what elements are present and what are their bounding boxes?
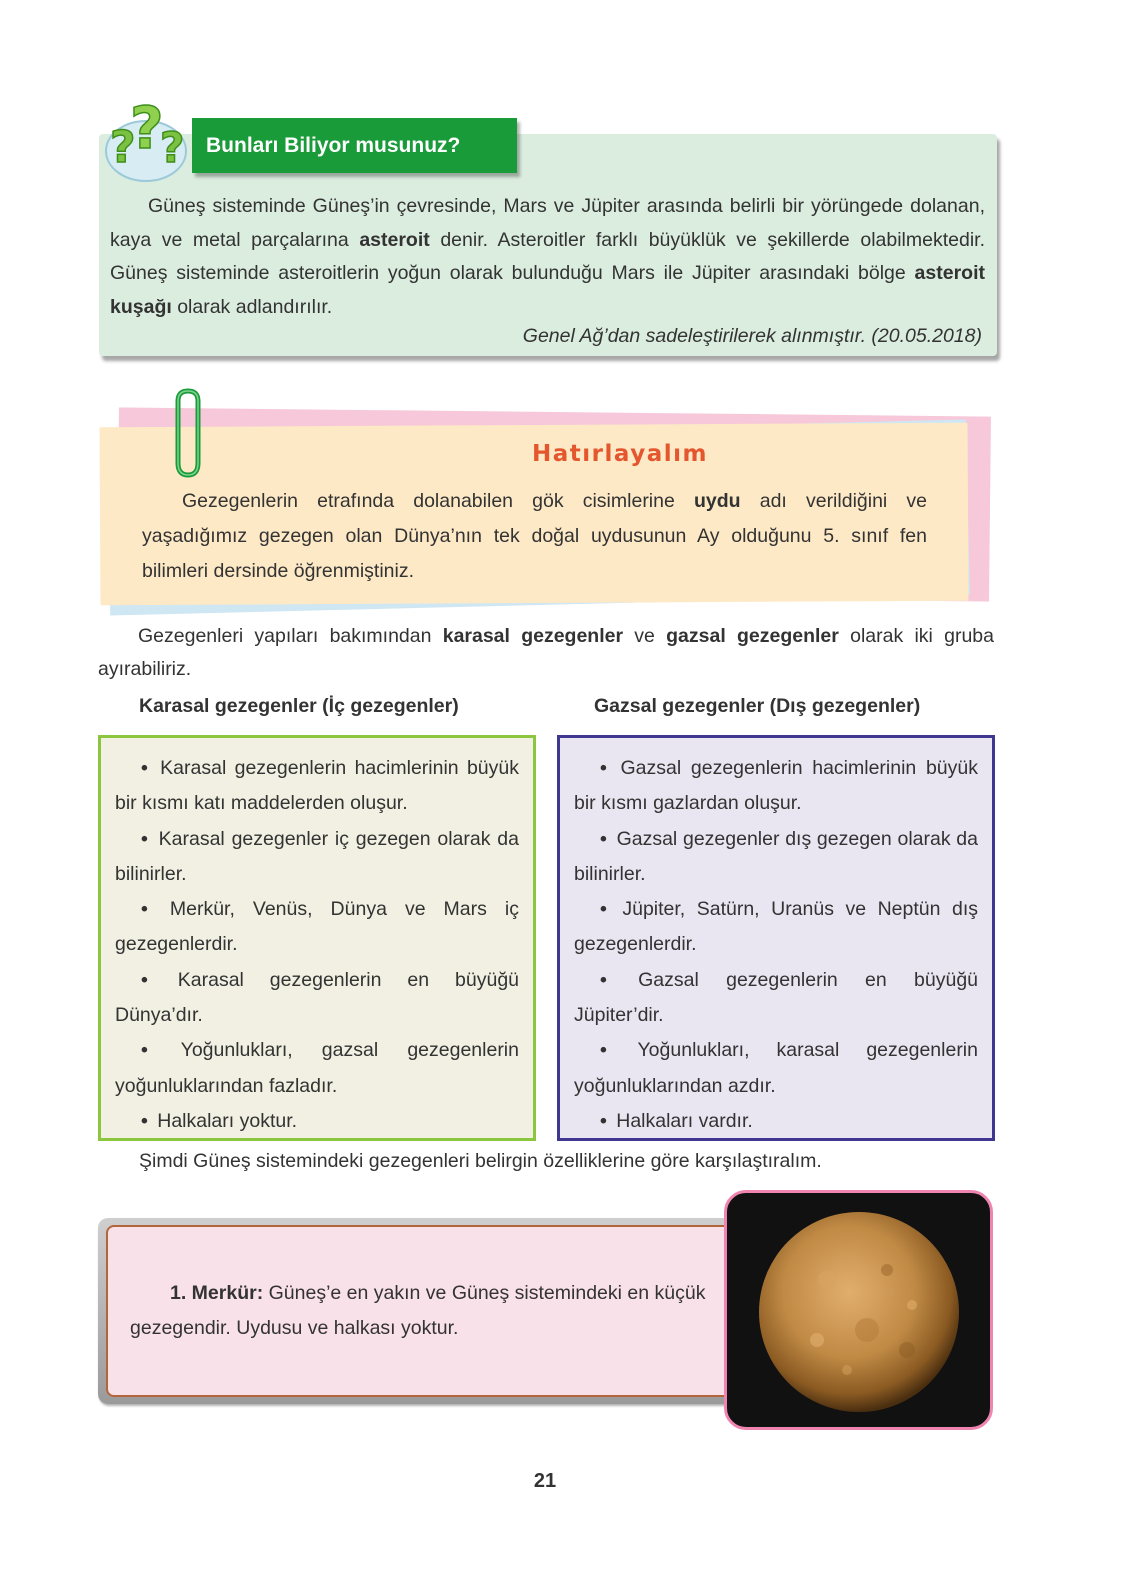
list-item: • Karasal gezegenlerin hacimlerinin büyük bir kısmı katı maddelerden oluşur. bbox=[115, 757, 519, 815]
list-item: • Gazsal gezegenlerin hacimlerinin büyük bir kısmı gazlardan oluşur. bbox=[574, 757, 978, 815]
term-terrestrial-planets: karasal gezegenler bbox=[442, 625, 624, 647]
svg-text:?: ? bbox=[130, 96, 164, 162]
did-you-know-text: Güneş sisteminde Güneş’in çevresinde, Mars ve Jüpiter arasında belirli bir yörüngede dolanan, kaya ve metal parçalarına asteroit denir. Asteroitler farklı büyüklük ve şekillerde olabilmektedir. Güneş sisteminde asteroitlerin yoğun olarak bulunduğu Mars ile Jüpiter arasındaki bölge asteroit kuşağı olarak adlandırılır. bbox=[110, 195, 985, 318]
source-citation: Genel Ağ’dan sadeleştirilerek alınmıştır. (20.05.2018) bbox=[522, 325, 982, 347]
terrestrial-list bbox=[115, 751, 519, 1139]
list-item: • Halkaları yoktur. bbox=[141, 1109, 298, 1132]
mercury-label: 1. Merkür: bbox=[170, 1282, 264, 1304]
mercury-planet-image bbox=[757, 1210, 962, 1415]
terrestrial-heading: Karasal gezegenler (İç gezegenler) bbox=[139, 695, 459, 717]
did-you-know-title: Bunları Biliyor musunuz? bbox=[192, 118, 517, 173]
list-item: • Halkaları vardır. bbox=[600, 1109, 753, 1132]
svg-text:?: ? bbox=[160, 123, 185, 172]
compare-sentence: Şimdi Güneş sistemindeki gezegenleri belirgin özelliklerine göre karşılaştıralım. bbox=[139, 1150, 822, 1172]
remember-title: Hatırlayalım bbox=[532, 441, 708, 467]
list-item: • Yoğunlukları, karasal gezegenlerin yoğunluklarından azdır. bbox=[574, 1039, 978, 1097]
gas-box bbox=[557, 735, 995, 1141]
intro-paragraph: Gezegenleri yapıları bakımından karasal gezegenler ve gazsal gezegenler olarak iki gruba ayırabiliriz. bbox=[98, 625, 994, 680]
term-asteroid-belt: asteroit kuşağı bbox=[110, 262, 985, 318]
list-item: • Merkür, Venüs, Dünya ve Mars iç gezegenlerdir. bbox=[115, 898, 519, 956]
list-item: • Gazsal gezegenlerin en büyüğü Jüpiter’dir. bbox=[574, 968, 979, 1027]
gas-list bbox=[574, 751, 978, 1139]
terrestrial-box bbox=[98, 735, 536, 1141]
list-item: • Karasal gezegenler iç gezegen olarak da bilinirler. bbox=[115, 827, 519, 885]
question-marks-icon bbox=[102, 96, 197, 186]
list-item: • Yoğunlukları, gazsal gezegenlerin yoğunluklarından fazladır. bbox=[115, 1039, 519, 1097]
remember-text: Gezegenlerin etrafında dolanabilen gök cisimlerine uydu adı verildiğini ve yaşadığımız gezegen olan Dünya’nın tek doğal uydusunun Ay olduğunu 5. sınıf fen bilimleri dersinde öğrenmiştiniz. bbox=[142, 490, 927, 582]
mercury-photo bbox=[724, 1190, 993, 1430]
gas-heading: Gazsal gezegenler (Dış gezegenler) bbox=[594, 695, 921, 717]
svg-text:?: ? bbox=[110, 122, 136, 173]
term-asteroid: asteroit bbox=[359, 228, 430, 251]
page-number: 21 bbox=[533, 1470, 557, 1492]
term-satellite: uydu bbox=[693, 490, 741, 512]
list-item: • Gazsal gezegenler dış gezegen olarak da bilinirler. bbox=[574, 827, 979, 885]
mercury-text: 1. Merkür: Güneş’e en yakın ve Güneş sistemindeki en küçük gezegendir. Uydusu ve halkası yoktur. bbox=[130, 1282, 706, 1339]
term-gas-planets: gazsal gezegenler bbox=[666, 625, 839, 647]
list-item: • Jüpiter, Satürn, Uranüs ve Neptün dış gezegenlerdir. bbox=[574, 898, 978, 956]
list-item: • Karasal gezegenlerin en büyüğü Dünya’dır. bbox=[115, 968, 520, 1027]
